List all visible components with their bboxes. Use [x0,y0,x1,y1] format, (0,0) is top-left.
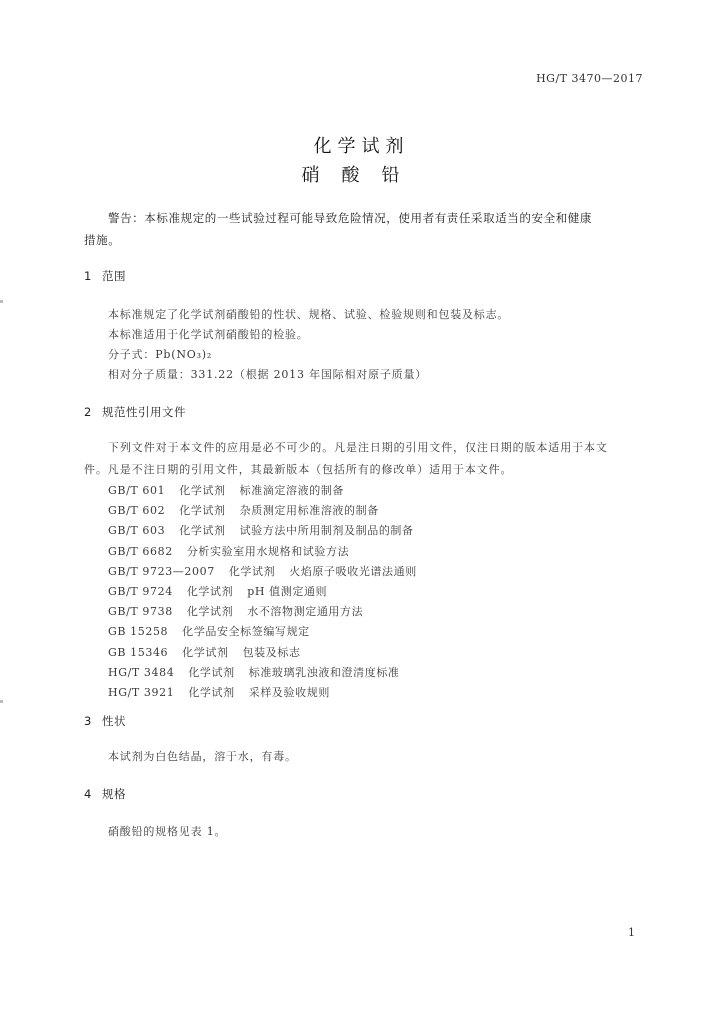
section-2-intro [84,437,644,481]
reference-title: 采样及验收规则 [248,686,330,699]
section-1-heading [84,268,126,284]
section-1-title: 范围 [102,269,126,283]
reference-item [108,482,344,498]
reference-item [108,522,414,538]
reference-category: 化学试剂 [179,504,226,518]
reference-category: 化学试剂 [182,645,229,659]
reference-title: 火焰原子吸收光谱法通则 [289,564,417,578]
reference-category: 分析实验室用水规格和试验方法 [186,544,350,558]
reference-code: GB/T 601 [108,484,166,497]
reference-category: 化学品安全标签编写规定 [182,625,310,639]
reference-title: 杂质测定用标准溶液的制备 [239,504,379,518]
reference-code: GB/T 6682 [108,544,173,558]
molecular-mass: 相对分子质量：331.22（根据 2013 年国际相对原子质量） [108,368,428,381]
warning-line-1: 警告：本标准规定的一些试验过程可能导致危险情况，使用者有责任采取适当的安全和健康 [108,211,592,225]
scan-artifact [0,700,3,703]
reference-title: pH 值测定通则 [247,585,328,598]
reference-item [108,502,379,518]
reference-category: 化学试剂 [179,484,226,497]
reference-item [108,603,363,619]
section-3-number: 3 [84,714,92,728]
reference-item [108,664,400,680]
reference-title: 标准玻璃乳浊液和澄清度标准 [248,665,400,679]
section-4-text: 硝酸铅的规格见表 1。 [108,825,227,838]
reference-item [108,563,417,579]
reference-title: 试验方法中所用制剂及制品的制备 [239,524,414,538]
section-4-title: 规格 [102,787,126,801]
reference-code: GB/T 603 [108,524,166,538]
reference-category: 化学试剂 [228,564,276,578]
section-2-title: 规范性引用文件 [102,405,186,419]
section-2-number: 2 [84,405,92,419]
reference-item [108,684,330,700]
section-4-number: 4 [84,787,92,801]
reference-code: GB/T 9738 [108,605,173,619]
reference-category: 化学试剂 [186,585,234,598]
reference-title: 包装及标志 [242,645,301,659]
section-4-heading [84,786,126,802]
reference-category: 化学试剂 [186,605,234,619]
reference-category: 化学试剂 [188,686,235,699]
reference-code: HG/T 3484 [108,665,175,679]
standard-code: HG/T 3470—2017 [536,72,643,85]
reference-item [108,623,310,639]
reference-code: GB 15258 [108,625,169,639]
warning-paragraph [84,207,644,251]
scan-artifact [0,300,3,303]
reference-item [108,543,349,559]
warning-line-2: 措施。 [84,233,121,247]
section-3-heading [84,713,126,729]
reference-code: GB/T 9724 [108,585,173,598]
reference-item [108,583,327,599]
reference-code: GB/T 9723—2007 [108,564,215,578]
section-1-number: 1 [84,269,92,283]
section-1-line-1: 本标准规定了化学试剂硝酸铅的性状、规格、试验、检验规则和包装及标志。 [108,308,510,321]
reference-item [108,644,301,660]
document-title-line1: 化学试剂 [313,136,410,157]
section-1-line-2: 本标准适用于化学试剂硝酸铅的检验。 [108,328,309,341]
section-2-intro-line-2: 件。凡是不注日期的引用文件，其最新版本（包括所有的修改单）适用于本文件。 [84,463,513,476]
reference-category: 化学试剂 [188,665,235,679]
section-2-intro-line-1: 下列文件对于本文件的应用是必不可少的。凡是注日期的引用文件，仅注日期的版本适用于本文 [108,441,608,454]
page-number: 1 [628,926,635,939]
reference-title: 标准滴定溶液的制备 [239,484,345,497]
section-3-text: 本试剂为白色结晶，溶于水，有毒。 [108,750,297,763]
reference-title: 水不溶物测定通用方法 [247,605,364,619]
document-title-line2: 硝酸铅 [301,165,422,186]
reference-code: HG/T 3921 [108,686,175,699]
section-3-title: 性状 [102,714,126,728]
section-2-heading [84,404,186,420]
molecular-formula: 分子式：Pb(NO₃)₂ [108,348,213,361]
reference-code: GB/T 602 [108,504,166,518]
reference-code: GB 15346 [108,645,169,659]
reference-category: 化学试剂 [179,524,226,538]
